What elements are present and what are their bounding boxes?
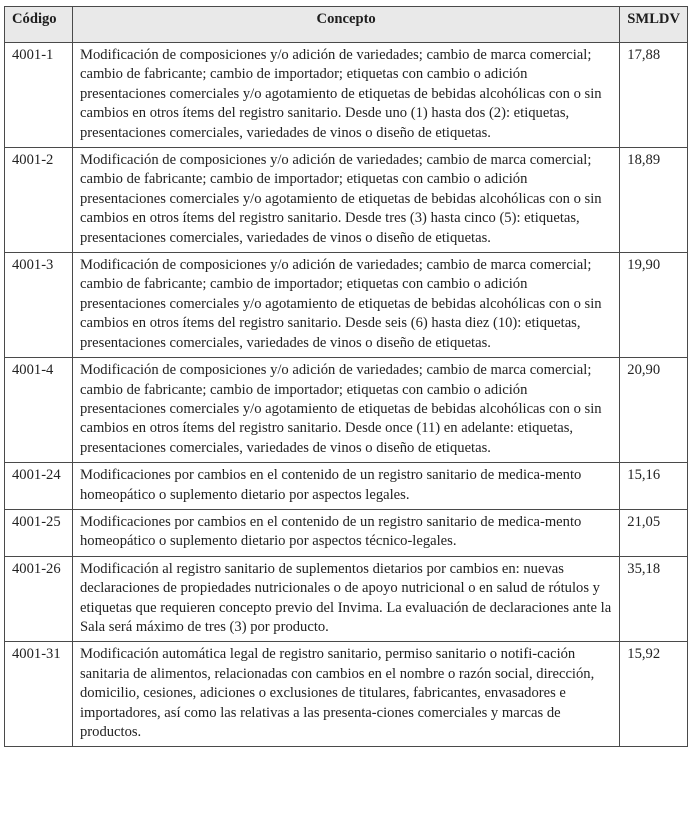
cell-smldv: 18,89 xyxy=(620,148,688,253)
cell-concepto: Modificación de composiciones y/o adición de variedades; cambio de marca comercial; cambio de fabricante; cambio de importador; etiquetas con cambio o adición presentaciones comerciales y/o agotamiento de etiquetas de bebidas alcohólicas con o sin cambios en otros ítems del registro sanitario. Desde seis (6) hasta diez (10): etiquetas, presentaciones comerciales, variedades de vinos o diseño de etiquetas. xyxy=(73,253,620,358)
cell-codigo: 4001-26 xyxy=(5,556,73,642)
cell-concepto: Modificación de composiciones y/o adición de variedades; cambio de marca comercial; cambio de fabricante; cambio de importador; etiquetas con cambio o adición presentaciones comerciales y/o agotamiento de etiquetas de bebidas alcohólicas con o sin cambios en otros ítems del registro sanitario. Desde once (11) en adelante: etiquetas, presentaciones comerciales, variedades de vinos o diseño de etiquetas. xyxy=(73,358,620,463)
cell-concepto: Modificación automática legal de registro sanitario, permiso sanitario o notifi-cación sanitaria de alimentos, relacionadas con cambios en el nombre o razón social, dirección, domicilio, cesiones, adiciones o exclusiones de titulares, fabricantes, envasadores e importadores, así como las relativas a las presenta-ciones comerciales y marcas de productos. xyxy=(73,642,620,747)
table-row xyxy=(5,556,688,642)
table-body xyxy=(5,43,688,747)
cell-codigo: 4001-4 xyxy=(5,358,73,463)
cell-concepto: Modificación de composiciones y/o adición de variedades; cambio de marca comercial; cambio de fabricante; cambio de importador; etiquetas con cambio o adición presentaciones comerciales y/o agotamiento de etiquetas de bebidas alcohólicas con o sin cambios en otros ítems del registro sanitario. Desde tres (3) hasta cinco (5): etiquetas, presentaciones comerciales, variedades de vinos o diseño de etiquetas. xyxy=(73,148,620,253)
cell-smldv: 35,18 xyxy=(620,556,688,642)
table-row xyxy=(5,509,688,556)
tariff-table xyxy=(4,6,688,747)
cell-codigo: 4001-3 xyxy=(5,253,73,358)
table-row xyxy=(5,253,688,358)
cell-concepto: Modificaciones por cambios en el contenido de un registro sanitario de medica-mento homeopático o suplemento dietario por aspectos legales. xyxy=(73,463,620,510)
cell-codigo: 4001-24 xyxy=(5,463,73,510)
header-concepto: Concepto xyxy=(73,7,620,43)
table-row xyxy=(5,463,688,510)
table-row xyxy=(5,43,688,148)
cell-smldv: 19,90 xyxy=(620,253,688,358)
header-codigo: Código xyxy=(5,7,73,43)
cell-codigo: 4001-25 xyxy=(5,509,73,556)
cell-smldv: 15,92 xyxy=(620,642,688,747)
cell-smldv: 15,16 xyxy=(620,463,688,510)
cell-concepto: Modificaciones por cambios en el contenido de un registro sanitario de medica-mento homeopático o suplemento dietario por aspectos técnico-legales. xyxy=(73,509,620,556)
table-row xyxy=(5,148,688,253)
cell-smldv: 20,90 xyxy=(620,358,688,463)
cell-concepto: Modificación al registro sanitario de suplementos dietarios por cambios en: nuevas declaraciones de propiedades nutricionales o de apoyo nutricional o en salud de rótulos y etiquetas que requieren concepto previo del Invima. La evaluación de declaraciones ante la Sala será máximo de tres (3) por producto. xyxy=(73,556,620,642)
header-smldv: SMLDV xyxy=(620,7,688,43)
table-header xyxy=(5,7,688,43)
cell-codigo: 4001-1 xyxy=(5,43,73,148)
cell-concepto: Modificación de composiciones y/o adición de variedades; cambio de marca comercial; cambio de fabricante; cambio de importador; etiquetas con cambio o adición presentaciones comerciales y/o agotamiento de etiquetas de bebidas alcohólicas con o sin cambios en otros ítems del registro sanitario. Desde uno (1) hasta dos (2): etiquetas, presentaciones comerciales, variedades de vinos o diseño de etiquetas. xyxy=(73,43,620,148)
cell-codigo: 4001-31 xyxy=(5,642,73,747)
header-row xyxy=(5,7,688,43)
cell-smldv: 17,88 xyxy=(620,43,688,148)
table-row xyxy=(5,642,688,747)
table-row xyxy=(5,358,688,463)
cell-smldv: 21,05 xyxy=(620,509,688,556)
cell-codigo: 4001-2 xyxy=(5,148,73,253)
